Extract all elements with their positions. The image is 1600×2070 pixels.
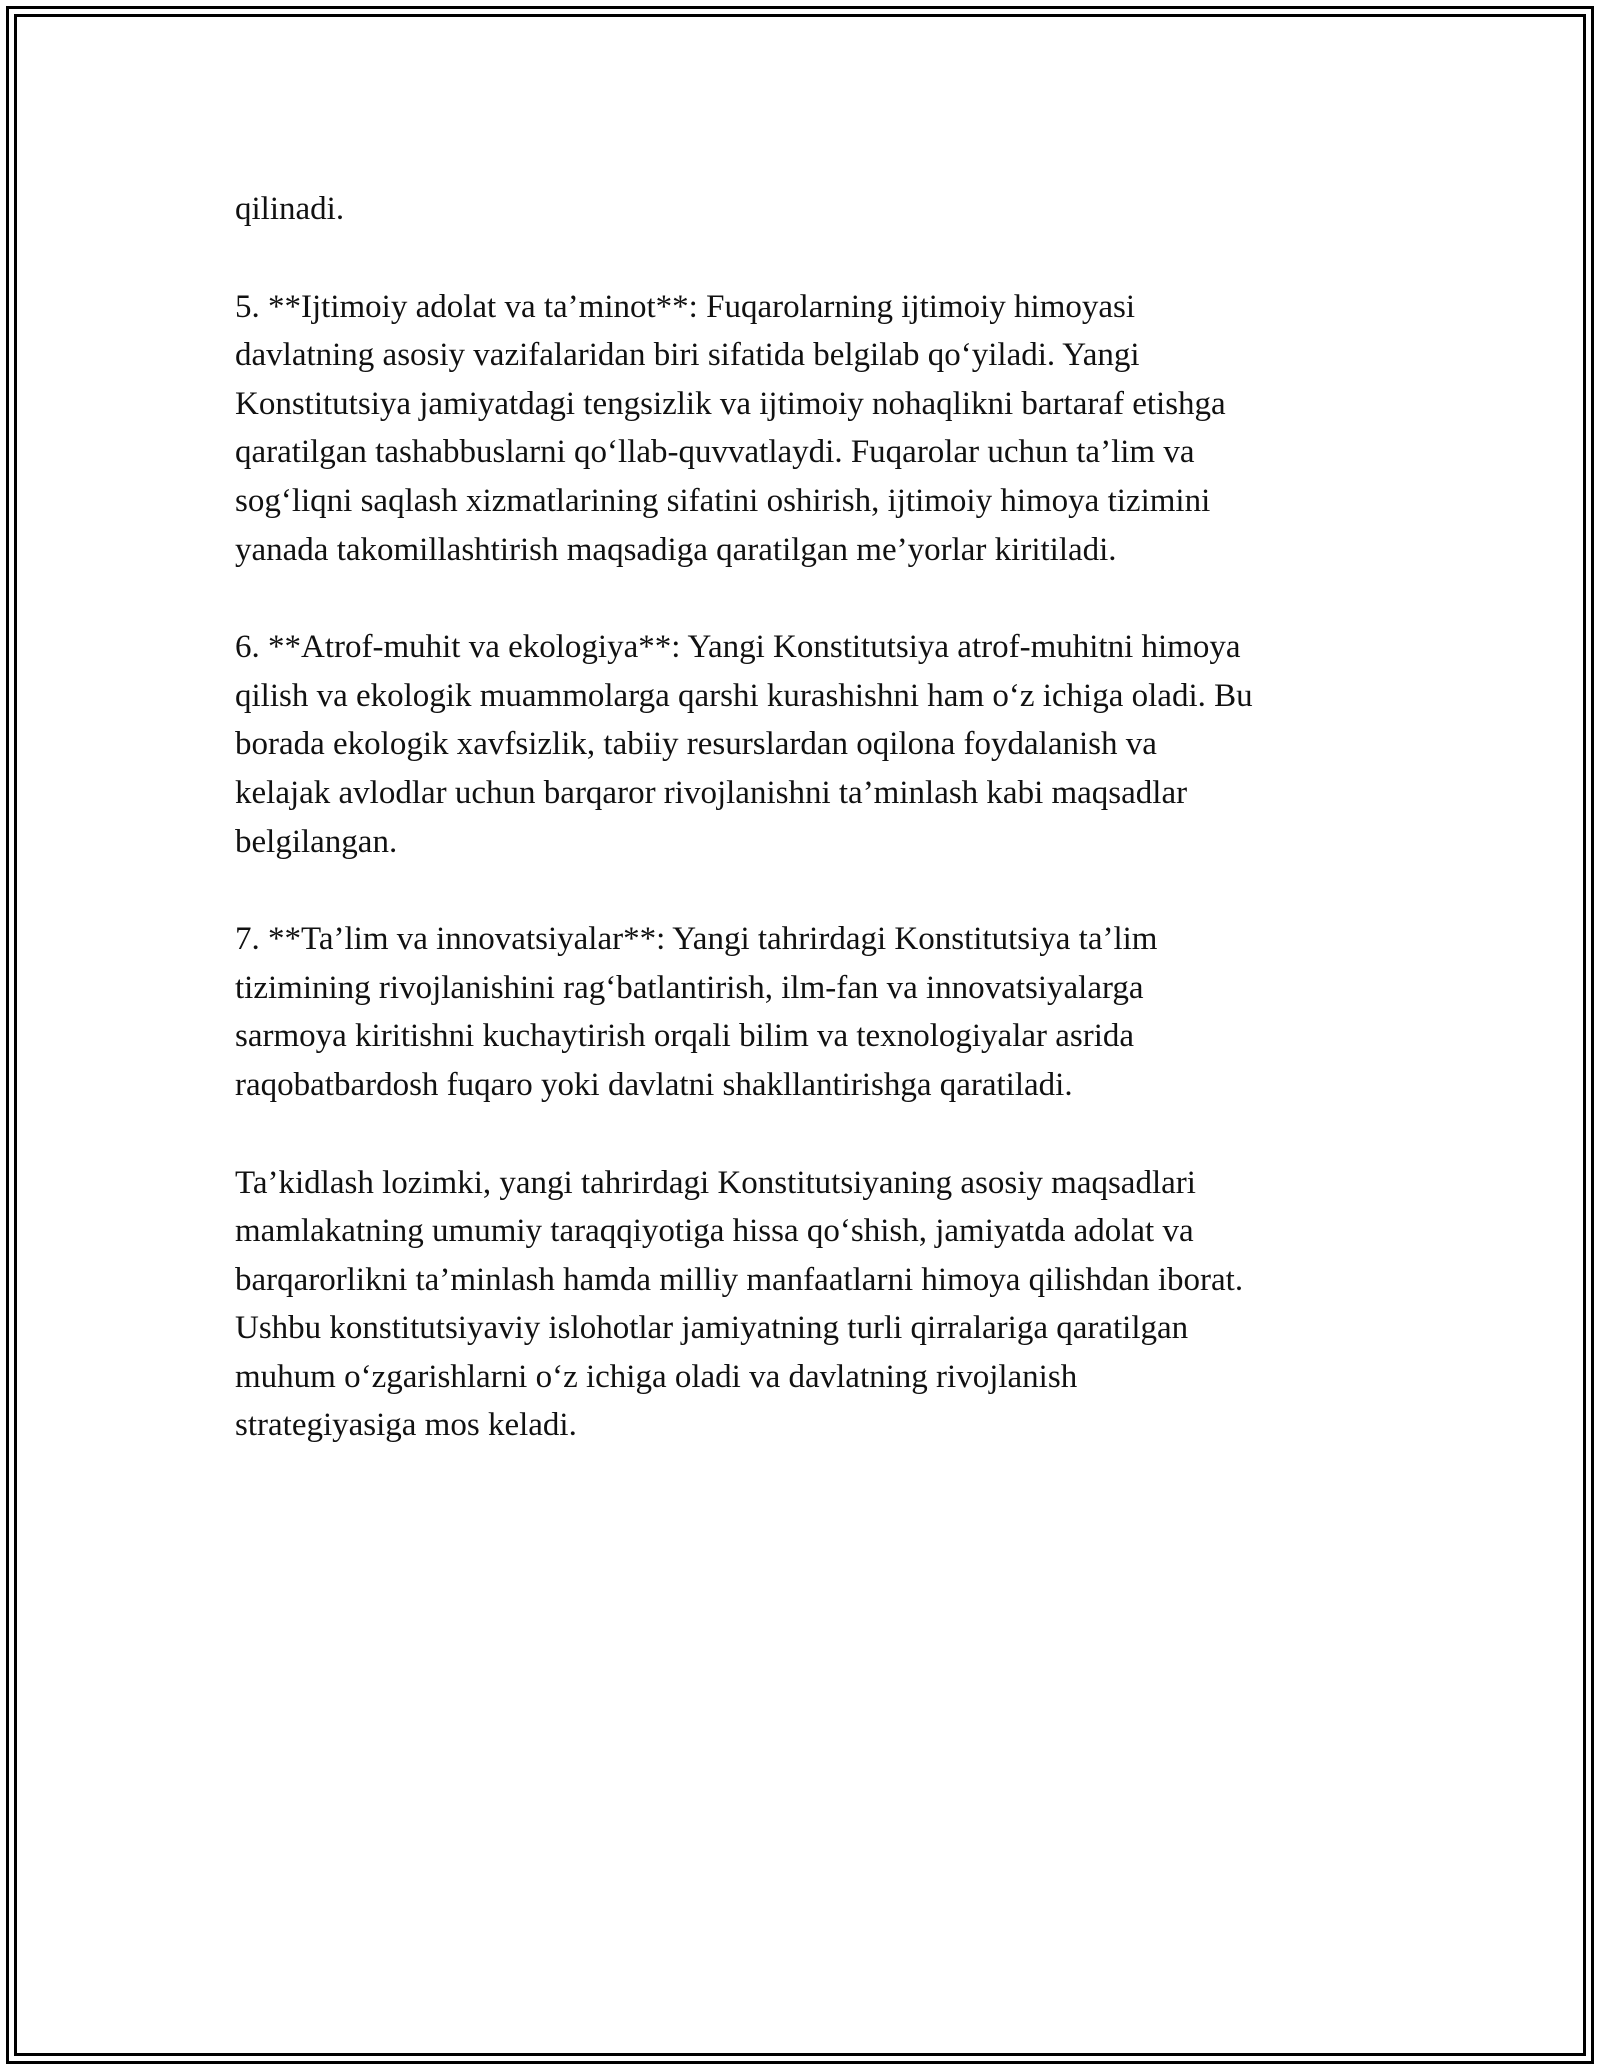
list-item-7-education: 7. **Ta’lim va innovatsiyalar**: Yangi tahrirdagi Konstitutsiya ta’lim tizimining rivojlanishini rag‘batlantirish, ilm-fan va innovatsiyalarga sarmoya kiritishni kuchaytirish orqali bilim va texnologiyalar asrida raqobatbardosh fuqaro yoki davlatni shakllantirishga qaratiladi. (235, 921, 1158, 1103)
list-item-5-social-justice: 5. **Ijtimoiy adolat va ta’minot**: Fuqarolarning ijtimoiy himoyasi davlatning asosiy vazifalaridan biri sifatida belgilab qo‘yiladi. Yangi Konstitutsiya jamiyatdagi tengsizlik va ijtimoiy nohaqlikni bartaraf etishga qaratilgan tashabbuslarni qo‘llab-quvvatlaydi. Fuqarolar uchun ta’lim va sog‘liqni saqlash xizmatlarining sifatini oshirish, ijtimoiy himoya tizimini yanada takomillashtirish maqsadiga qaratilgan me’yorlar kiritiladi. (235, 288, 1226, 568)
document-body (235, 185, 1375, 1499)
paragraph-conclusion: Ta’kidlash lozimki, yangi tahrirdagi Konstitutsiyaning asosiy maqsadlari mamlakatning umumiy taraqqiyotiga hissa qo‘shish, jamiyatda adolat va barqarorlikni ta’minlash hamda milliy manfaatlarni himoya qilishdan iborat. Ushbu konstitutsiyaviy islohotlar jamiyatning turli qirralariga qaratilgan muhum o‘zgarishlarni o‘z ichiga oladi va davlatning rivojlanish strategiyasiga mos keladi. (235, 1164, 1244, 1444)
paragraph-continuation: qilinadi. (235, 191, 345, 227)
list-item-6-environment: 6. **Atrof-muhit va ekologiya**: Yangi Konstitutsiya atrof-muhitni himoya qilish va ekologik muammolarga qarshi kurashishni ham o‘z ichiga oladi. Bu borada ekologik xavfsizlik, tabiiy resurslardan oqilona foydalanish va kelajak avlodlar uchun barqaror rivojlanishni ta’minlash kabi maqsadlar belgilangan. (235, 629, 1253, 860)
